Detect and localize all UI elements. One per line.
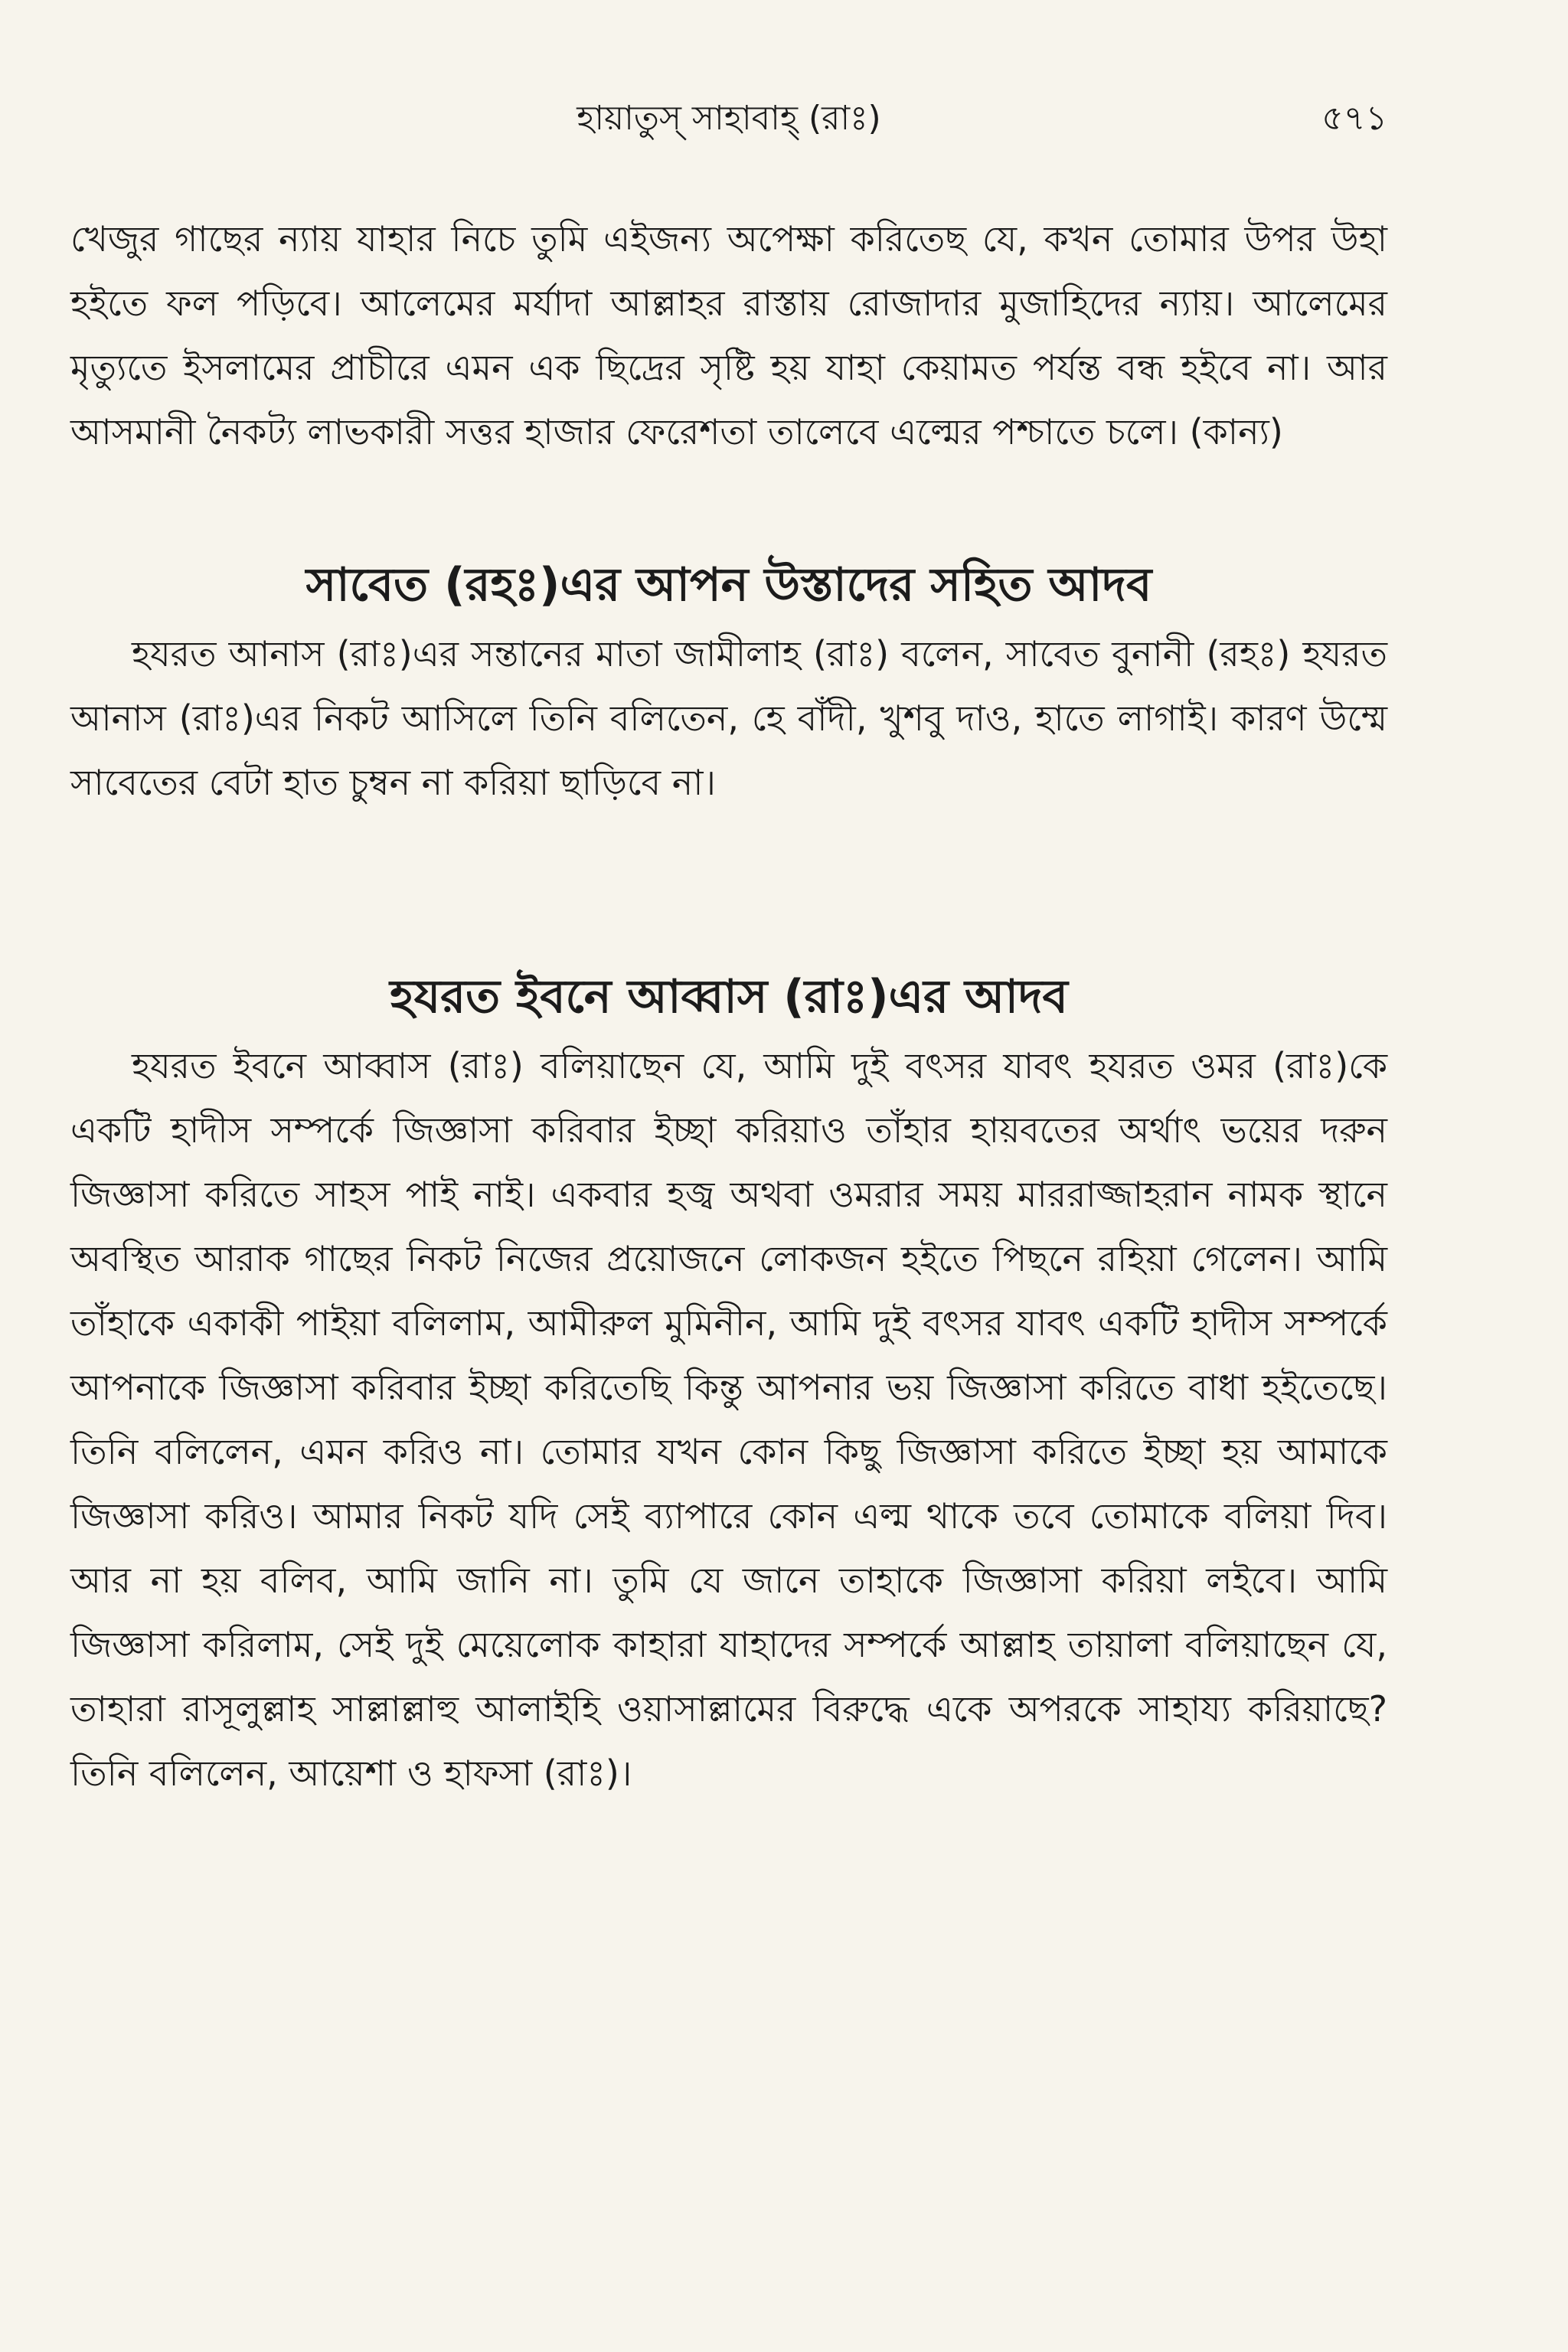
section-heading-ibn-abbas: হযরত ইবনে আব্বাস (রাঃ)এর আদব bbox=[390, 970, 1068, 1024]
section-body-ibn-abbas: হযরত ইবনে আব্বাস (রাঃ) বলিয়াছেন যে, আমি দুই বৎসর যাবৎ হযরত ওমর (রাঃ)কে একটি হাদীস সম্পর্কে জিজ্ঞাসা করিবার ইচ্ছা করিয়াও তাঁহার হায়বতের অর্থাৎ ভয়ের দরুন জিজ্ঞাসা করিতে সাহস পাই নাই। একবার হজ্ব অথবা ওমরার সময় মাররাজ্জাহরান নামক স্থানে অবস্থিত আরাক গাছের নিকট নিজের প্রয়োজনে লোকজন হইতে পিছনে রহিয়া গেলেন। আমি তাঁহাকে একাকী পাইয়া বলিলাম, আমীরুল মুমিনীন, আমি দুই বৎসর যাবৎ একটি হাদীস সম্পর্কে আপনাকে জিজ্ঞাসা করিবার ইচ্ছা করিতেছি কিন্তু আপনার ভয় জিজ্ঞাসা করিতে বাধা হইতেছে। তিনি বলিলেন, এমন করিও না। তোমার যখন কোন কিছু জিজ্ঞাসা করিতে ইচ্ছা হয় আমাকে জিজ্ঞাসা করিও। আমার নিকট যদি সেই ব্যাপারে কোন এল্ম থাকে তবে তোমাকে বলিয়া দিব। আর না হয় বলিব, আমি জানি না। তুমি যে জানে তাহাকে জিজ্ঞাসা করিয়া লইবে। আমি জিজ্ঞাসা করিলাম, সেই দুই মেয়েলোক কাহারা যাহাদের সম্পর্কে আল্লাহ তায়ালা বলিয়াছেন যে, তাহারা রাসূলুল্লাহ সাল্লাল্লাহু আলাইহি ওয়াসাল্লামের বিরুদ্ধে একে অপরকে সাহায্য করিয়াছে? তিনি বলিলেন, আয়েশা ও হাফসা (রাঃ)। bbox=[70, 1045, 1387, 1794]
running-title: হায়াতুস্ সাহাবাহ্ (রাঃ) bbox=[577, 99, 881, 138]
section-body-sabet: হযরত আনাস (রাঃ)এর সন্তানের মাতা জামীলাহ (রাঃ) বলেন, সাবেত বুনানী (রহঃ) হযরত আনাস (রাঃ)এর নিকট আসিলে তিনি বলিতেন, হে বাঁদী, খুশবু দাও, হাতে লাগাই। কারণ উম্মে সাবেতের বেটা হাত চুম্বন না করিয়া ছাড়িবে না। bbox=[70, 633, 1387, 803]
page-number: ৫৭১ bbox=[1321, 99, 1387, 138]
page-content bbox=[70, 207, 1387, 1805]
continued-paragraph: খেজুর গাছের ন্যায় যাহার নিচে তুমি এইজন্য অপেক্ষা করিতেছ যে, কখন তোমার উপর উহা হইতে ফল পড়িবে। আলেমের মর্যাদা আল্লাহর রাস্তায় রোজাদার মুজাহিদের ন্যায়। আলেমের মৃত্যুতে ইসলামের প্রাচীরে এমন এক ছিদ্রের সৃষ্টি হয় যাহা কেয়ামত পর্যন্ত বন্ধ হইবে না। আর আসমানী নৈকট্য লাভকারী সত্তর হাজার ফেরেশতা তালেবে এল্মের পশ্চাতে চলে। (কান্য) bbox=[70, 218, 1387, 452]
section-heading-sabet: সাবেত (রহঃ)এর আপন উস্তাদের সহিত আদব bbox=[305, 558, 1152, 612]
page-header bbox=[70, 92, 1387, 145]
